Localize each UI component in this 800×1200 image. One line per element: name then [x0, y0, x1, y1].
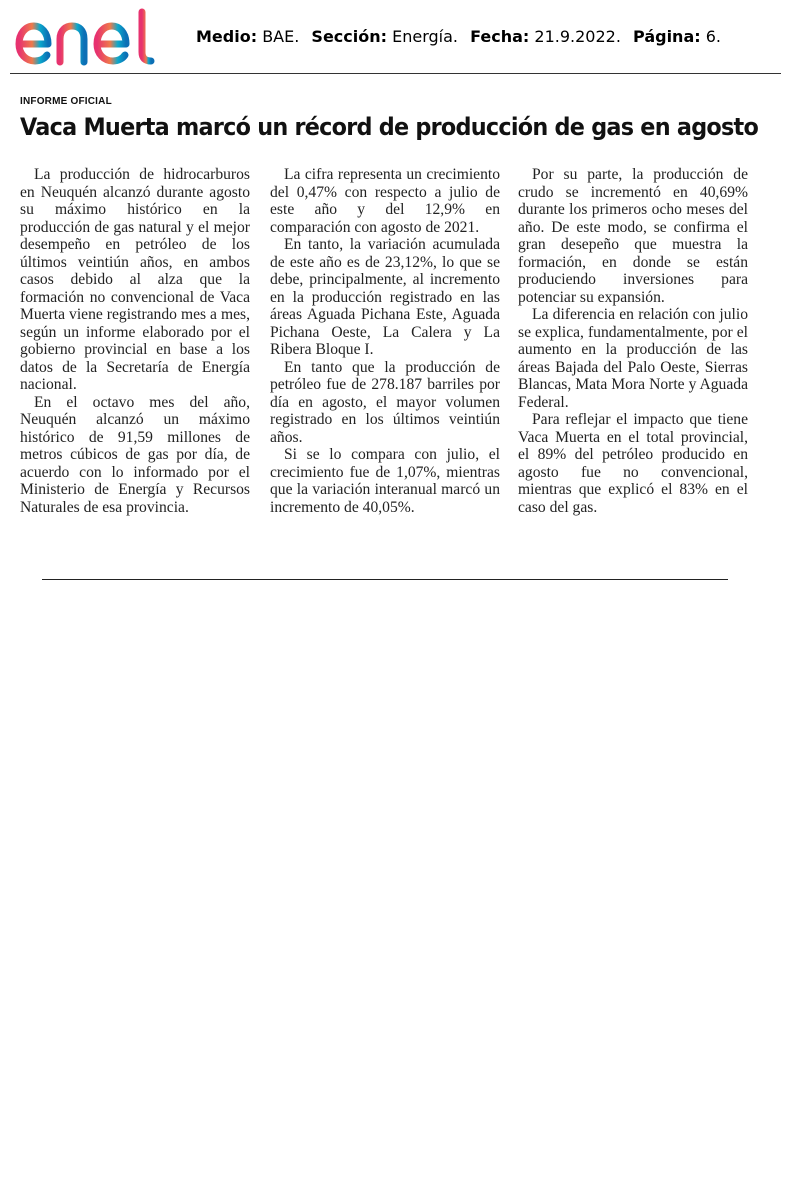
pagina-value: 6.: [705, 27, 721, 46]
article-column-3: [518, 166, 748, 516]
enel-logo: [14, 6, 172, 68]
paragraph: En tanto que la producción de petróleo fue de 278.187 barriles por día en agosto, el mayor volumen registrado en los últimos veintiún años.: [270, 358, 500, 446]
paragraph: Por su parte, la producción de crudo se incrementó en 40,69% durante los primeros ocho meses del año. De este modo, se confirma el gran desepeño que muestra la formación, en donde se están produciendo inversiones para potenciar su expansión.: [518, 166, 748, 306]
paragraph: La producción de hidrocarburos en Neuquén alcanzó durante agosto su máximo histórico en la producción de gas natural y el mejor desempeño en petróleo de los últimos veintiún años, en ambos casos debido al alza que la formación no convencional de Vaca Muerta viene registrando mes a mes, según un informe elaborado por el gobierno provincial en base a los datos de la Secretaría de Energía nacional.: [20, 166, 250, 393]
article-headline: Vaca Muerta marcó un récord de producción de gas en agosto: [20, 113, 759, 141]
paragraph: En el octavo mes del año, Neuquén alcanzó un máximo histórico de 91,59 millones de metros cúbicos de gas por día, de acuerdo con lo informado por el Ministerio de Energía y Recursos Naturales de esa provincia.: [20, 393, 250, 516]
seccion-label: Sección:: [311, 27, 388, 46]
seccion-value: Energía.: [392, 27, 459, 46]
paragraph: La diferencia en relación con julio se explica, fundamentalmente, por el aumento en la producción de las áreas Bajada del Palo Oeste, Sierras Blancas, Mata Mora Norte y Aguada Federal.: [518, 306, 748, 411]
fecha-value: 21.9.2022.: [534, 27, 621, 46]
enel-logo-text: enel: [14, 6, 17, 7]
article-column-2: [270, 166, 500, 516]
article-end-divider: [42, 579, 728, 580]
medio-label: Medio:: [196, 27, 258, 46]
publication-metadata: [196, 27, 721, 46]
fecha-label: Fecha:: [470, 27, 530, 46]
page-header: [0, 0, 800, 75]
paragraph: En tanto, la variación acumulada de este año es de 23,12%, lo que se debe, principalmente, al incremento en la producción registrado en las áreas Aguada Pichana Este, Aguada Pichana Oeste, La Calera y La Ribera Bloque I.: [270, 236, 500, 358]
pagina-label: Página:: [633, 27, 701, 46]
header-divider: [10, 73, 781, 74]
paragraph: Para reflejar el impacto que tiene Vaca Muerta en el total provincial, el 89% del petróleo producido en agosto fue no convencional, mientras que explicó el 83% en el caso del gas.: [518, 411, 748, 516]
paragraph: La cifra representa un crecimiento del 0,47% con respecto a julio de este año y del 12,9% en comparación con agosto de 2021.: [270, 166, 500, 236]
article-kicker: INFORME OFICIAL: [20, 96, 112, 107]
medio-value: BAE.: [262, 27, 300, 46]
article-column-1: [20, 166, 250, 516]
paragraph: Si se lo compara con julio, el crecimiento fue de 1,07%, mientras que la variación interanual marcó un incremento de 40,05%.: [270, 446, 500, 516]
